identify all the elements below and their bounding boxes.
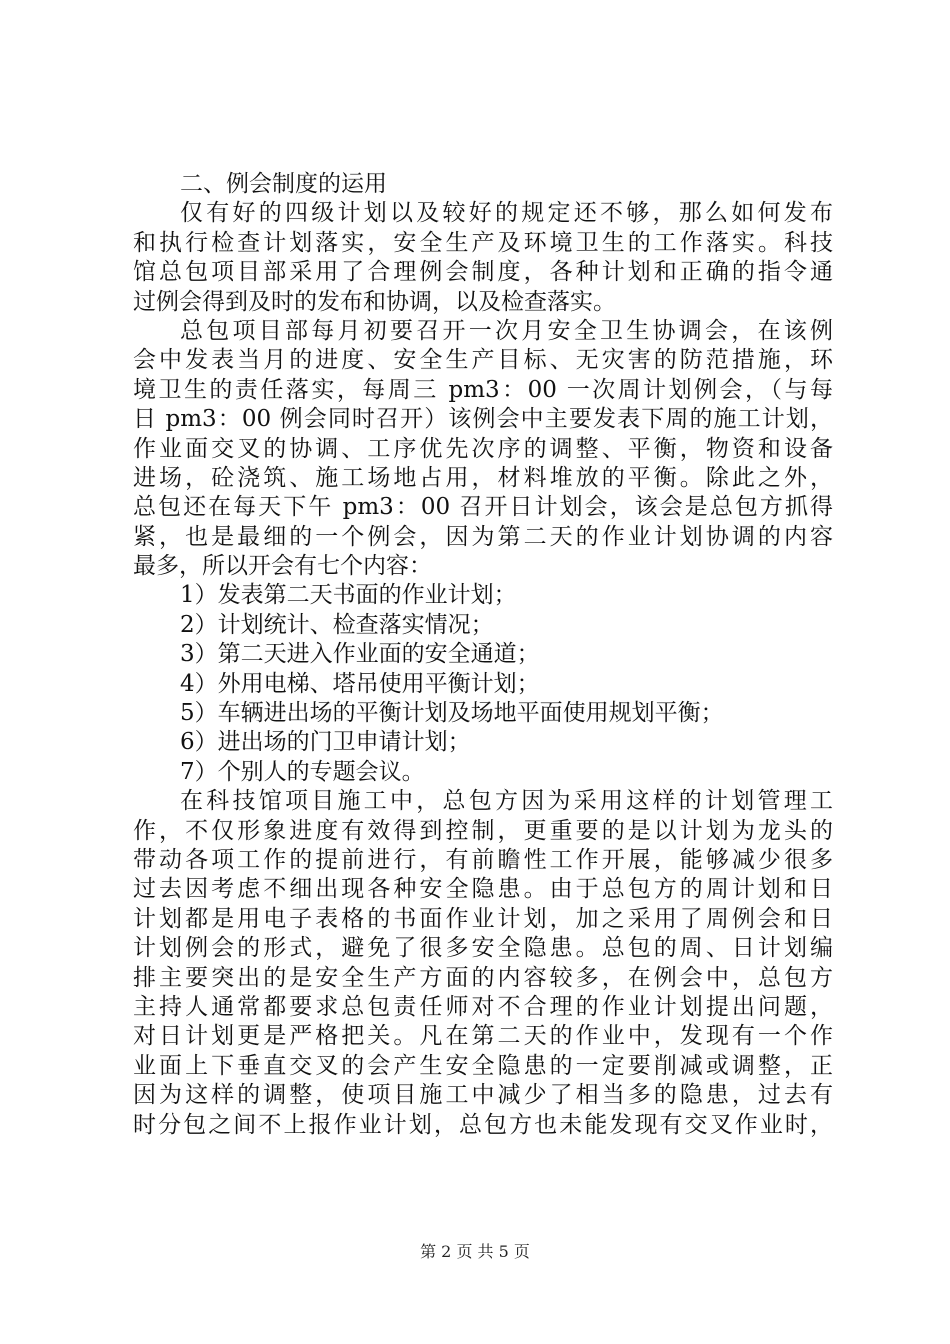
text-line: 和执行检查计划落实，安全生产及环境卫生的工作落实。科技 <box>133 229 833 256</box>
text-line: 5）车辆进出场的平衡计划及场地平面使用规划平衡； <box>180 700 724 727</box>
text-line: 过去因考虑不细出现各种安全隐患。由于总包方的周计划和日 <box>133 876 833 903</box>
text-line: 进场，砼浇筑、施工场地占用，材料堆放的平衡。除此之外， <box>133 464 833 491</box>
text-line: 紧，也是最细的一个例会，因为第二天的作业计划协调的内容 <box>133 523 833 550</box>
text-line: 最多，所以开会有七个内容： <box>133 553 432 580</box>
text-line: 会中发表当月的进度、安全生产目标、无灾害的防范措施，环 <box>133 347 833 374</box>
text-line: 二、例会制度的运用 <box>180 171 387 197</box>
text-line: 排主要突出的是安全生产方面的内容较多，在例会中，总包方 <box>133 964 833 991</box>
text-line: 作业面交叉的协调、工序优先次序的调整、平衡，物资和设备 <box>133 435 833 462</box>
text-line: 日 pm3：00 例会同时召开）该例会中主要发表下周的施工计划， <box>133 406 833 433</box>
text-line: 业面上下垂直交叉的会产生安全隐患的一定要削减或调整，正 <box>133 1052 833 1079</box>
text-line: 主持人通常都要求总包责任师对不合理的作业计划提出问题， <box>133 993 833 1020</box>
text-line: 7）个别人的专题会议。 <box>180 758 425 785</box>
text-line: 计划都是用电子表格的书面作业计划，加之采用了周例会和日 <box>133 905 833 932</box>
text-line: 因为这样的调整，使项目施工中减少了相当多的隐患，过去有 <box>133 1082 833 1109</box>
text-line: 作，不仅形象进度有效得到控制，更重要的是以计划为龙头的 <box>133 817 833 844</box>
text-line: 境卫生的责任落实，每周三 pm3：00 一次周计划例会，（与每 <box>133 376 833 403</box>
text-line: 过例会得到及时的发布和协调，以及检查落实。 <box>133 288 616 315</box>
text-line: 馆总包项目部采用了合理例会制度，各种计划和正确的指令通 <box>133 259 833 286</box>
text-line: 总包项目部每月初要召开一次月安全卫生协调会，在该例 <box>180 317 833 344</box>
text-line: 在科技馆项目施工中，总包方因为采用这样的计划管理工 <box>180 788 833 815</box>
text-line: 总包还在每天下午 pm3：00 召开日计划会，该会是总包方抓得 <box>133 494 833 521</box>
text-line: 4）外用电梯、塔吊使用平衡计划； <box>180 670 540 697</box>
text-line: 6）进出场的门卫申请计划； <box>180 729 471 756</box>
text-line: 仅有好的四级计划以及较好的规定还不够，那么如何发布 <box>180 200 833 227</box>
text-line: 带动各项工作的提前进行，有前瞻性工作开展，能够减少很多 <box>133 846 833 873</box>
text-line: 2）计划统计、检查落实情况； <box>180 611 494 638</box>
text-line: 1）发表第二天书面的作业计划； <box>180 582 517 609</box>
page-footer: 第 2 页 共 5 页 <box>420 1242 530 1261</box>
text-line: 3）第二天进入作业面的安全通道； <box>180 641 540 668</box>
document-body <box>133 170 833 1140</box>
text-line: 对日计划更是严格把关。凡在第二天的作业中，发现有一个作 <box>133 1023 833 1050</box>
text-line: 时分包之间不上报作业计划，总包方也未能发现有交叉作业时， <box>133 1111 833 1138</box>
text-line: 计划例会的形式，避免了很多安全隐患。总包的周、日计划编 <box>133 935 833 962</box>
